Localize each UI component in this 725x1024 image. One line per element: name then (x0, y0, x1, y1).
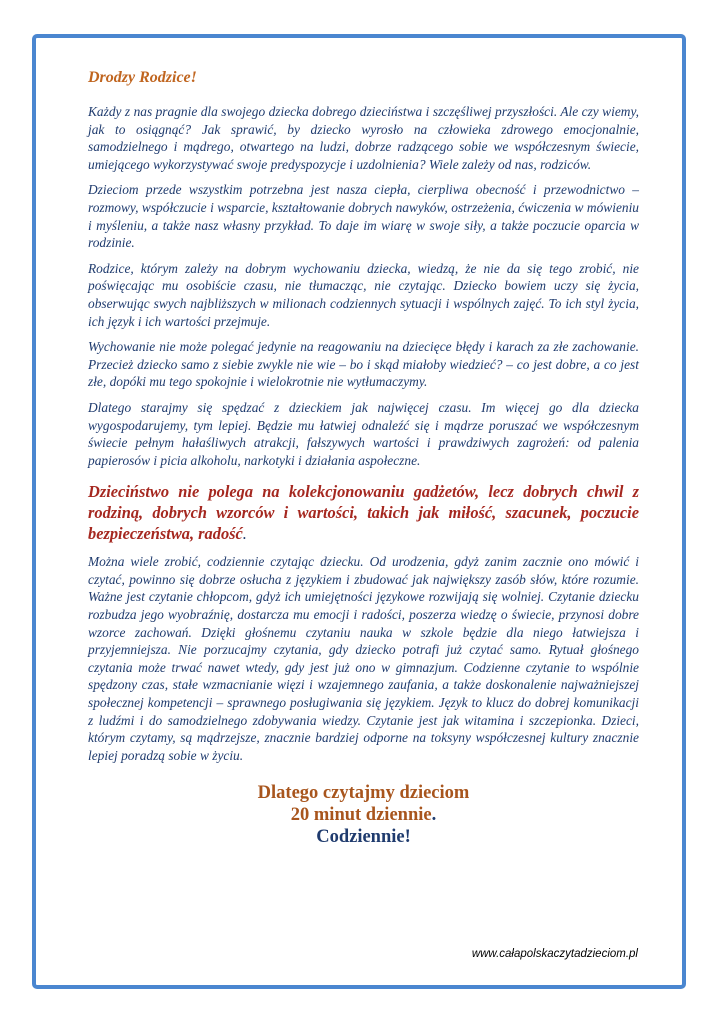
paragraph-reading: Można wiele zrobić, codziennie czytając dziecku. Od urodzenia, gdyż zanim zacznie ono mówić i czytać, powinno się dobrze osłucha z językiem i zbudować jak największy zasób słów, które rozumie. Ważne jest czytanie chłopcom, gdyż ich umiejętności językowe rozwijają się wolniej. Czytanie dziecku rozbudza jego wyobraźnię, dostarcza mu emocji i radości, poszerza wiedzę o świecie, przynosi dobre wzorce zachowań. Dzięki głośnemu czytaniu nauka w szkole będzie dla niego łatwiejsza i przyjemniejsza. Nie porzucajmy czytania, gdy dziecko potrafi już czytać samo. Rytuał głośnego czytania może trwać nawet wtedy, gdy jest już ono w gimnazjum. Codzienne czytanie to wspólnie spędzony czas, stałe wzmacnianie więzi i wzajemnego zaufania, a także doskonalenie najważniejszej społecznej kompetencji – sprawnego posługiwania się językiem. Język to klucz do dobrej komunikacji z ludźmi i do samodzielnego zdobywania wiedzy. Czytanie jest jak witamina i szczepionka. Dzieci, którym czytamy, są mądrzejsze, znacznie bardziej odporne na toksyny współczesnej kultury znacznie lepiej poradzą sobie w życiu. (88, 554, 639, 763)
slogan-line-2-period: . (431, 805, 437, 826)
paragraph-upbringing: Wychowanie nie może polegać jedynie na reagowaniu na dziecięce błędy i karach za złe zachowanie. Przecież dziecko samo z siebie zwykle nie wie – bo i skąd miałoby wiedzieć? – co jest dobre, a co jest złe, dopóki mu tego spokojnie i wielokrotnie nie wytłumaczymy. (88, 339, 639, 390)
slogan-line-2 (88, 804, 639, 826)
letter-content (88, 68, 639, 848)
highlight-text: Dzieciństwo nie polega na kolekcjonowaniu gadżetów, lecz dobrych chwil z rodziną, dobrych wzorców i wartości, takich jak miłość, szacunek, poczucie bezpieczeństwa, radość (88, 482, 639, 544)
slogan-line-3: Codziennie! (316, 827, 411, 848)
footer-website-url: www.całapolskaczytadzieciom.pl (471, 948, 638, 960)
paragraph-parents-time: Rodzice, którym zależy na dobrym wychowaniu dziecka, wiedzą, że nie da się tego zrobić, nie poświęcając mu osobiście czasu, nie tłumacząc, nie czytając. Dziecko bowiem uczy się życia, obserwując swych najbliższych w milionach codziennych sytuacji i wspólnych zajęć. To ich styl życia, ich język i ich wartości przejmuje. (88, 260, 639, 329)
slogan-line-2-text: 20 minut dziennie (290, 805, 432, 826)
closing-slogan (88, 782, 639, 848)
paragraph-spend-time: Dlatego starajmy się spędzać z dzieckiem jak najwięcej czasu. Im więcej go dla dziecka wygospodarujemy, tym lepiej. Będzie mu łatwiej odnaleźć się i mądrze poruszać we współczesnym świecie pełnym hałaśliwych atrakcji, fałszywych wartości i prawdziwych zagrożeń: od palenia papierosów i picia alkoholu, narkotyki i działania aspołeczne. (88, 399, 639, 468)
paragraph-children-needs: Dzieciom przede wszystkim potrzebna jest nasza ciepła, cierpliwa obecność i przewodnictwo – rozmowy, współczucie i wsparcie, kształtowanie dobrych nawyków, ostrzeżenia, ćwiczenia w mówieniu i myśleniu, a także nasz własny przykład. To daje im wiarę w swoje siły, a także poczucie oparcia w rodzinie. (88, 182, 639, 251)
highlight-quote (88, 481, 639, 544)
paragraph-intro: Każdy z nas pragnie dla swojego dziecka dobrego dzieciństwa i szczęśliwej przyszłości. Ale czy wiemy, jak to osiągnąć? Jak sprawić, by dziecko wyrosło na człowieka zdrowego emocjonalnie, samodzielnego i mądrego, otwartego na ludzi, dobrze radzącego sobie we współczesnym świecie, umiejącego wykorzystywać swoje predyspozycje i uzdolnienia? Wiele zależy od nas, rodziców. (88, 104, 639, 172)
highlight-period: . (242, 524, 247, 544)
slogan-line-1: Dlatego czytajmy dzieciom (257, 783, 470, 804)
greeting-heading: Drodzy Rodzice! (88, 69, 197, 86)
